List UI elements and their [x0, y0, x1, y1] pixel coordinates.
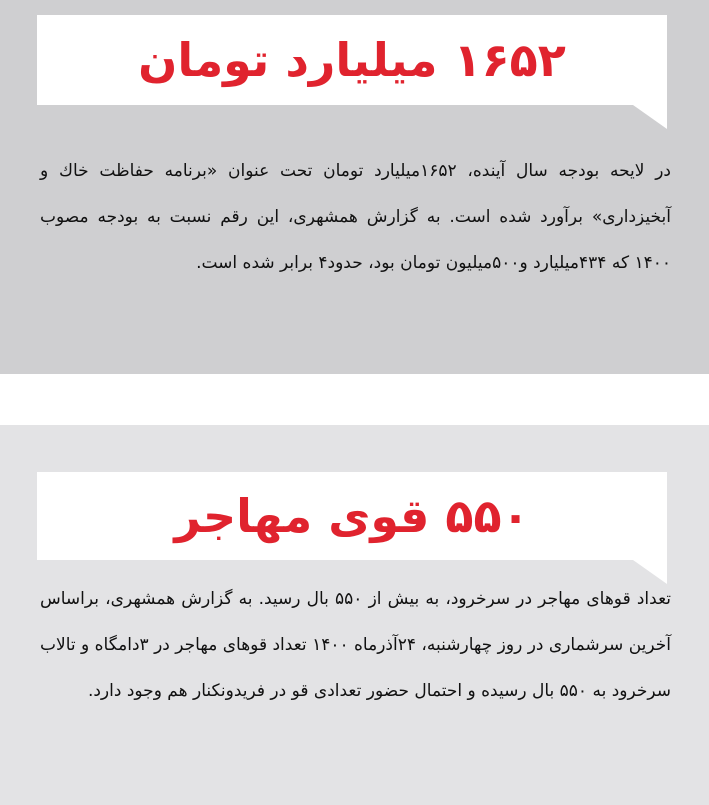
headline-budget: ۱۶۵۲ میلیارد تومان [138, 33, 566, 87]
body-text-swans: تعداد قوهای مهاجر در سرخرود، به بیش از ۵۵۰ بال رسید. به گزارش همشهری، براساس آخرین سرشماری در روز چهارشنبه، ۲۴آذرماه ۱۴۰۰ تعداد قوهای مهاجر در ۳دامگاه و تالاب سرخرود به ۵۵۰ بال رسیده و احتمال حضور تعدادی قو در فریدونکنار هم وجود دارد. [40, 589, 671, 701]
headline-speech-bubble [37, 472, 667, 560]
body-text-budget: در لایحه بودجه سال آینده، ۱۶۵۲میلیارد تومان تحت عنوان «برنامه حفاظت خاك و آبخیزداری» برآورد شده است. به گزارش همشهری، این رقم نسبت به بودجه مصوب ۱۴۰۰ که ۴۳۴میلیارد و۵۰۰میلیون تومان بود، حدود۴ برابر شده است. [40, 161, 671, 273]
news-panel-budget [0, 0, 709, 374]
headline-speech-bubble [37, 15, 667, 105]
news-panel-swans [0, 425, 709, 805]
headline-swans: ۵۵۰ قوی مهاجر [174, 489, 530, 543]
